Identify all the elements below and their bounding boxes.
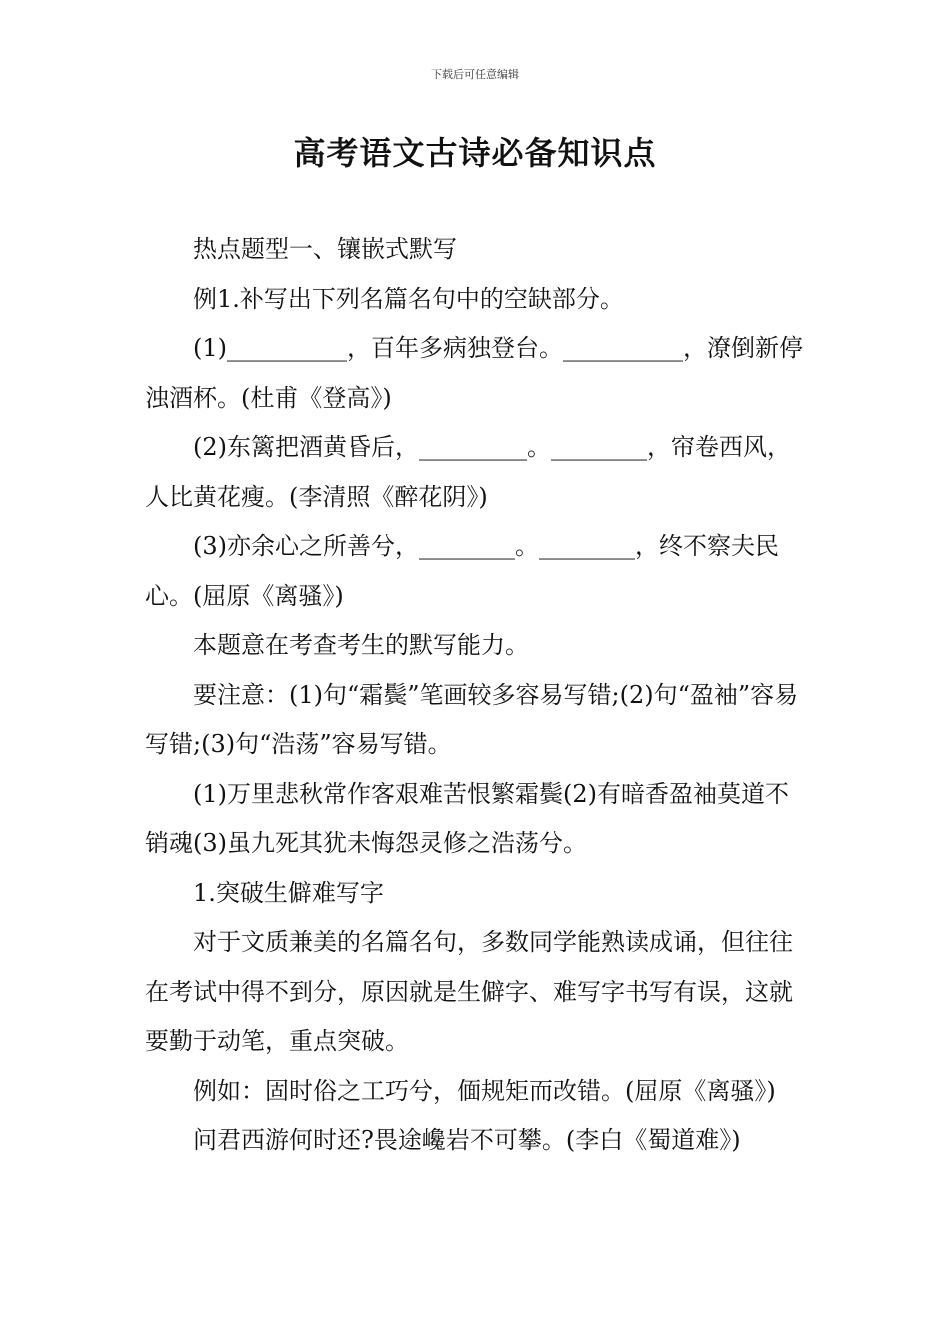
document-body	[145, 225, 807, 1166]
page-title: 高考语文古诗必备知识点	[293, 134, 657, 172]
example-line-1: 例如：固时俗之工巧兮，偭规矩而改错。(屈原《离骚》)	[193, 1076, 776, 1105]
example-intro: 例1.补写出下列名篇名句中的空缺部分。	[193, 284, 624, 313]
notice-text: 要注意：(1)句“霜鬓”笔画较多容易写错;(2)句“盈袖”容易写错;(3)句“浩荡”容易写错。	[145, 680, 799, 758]
example-line-2: 问君西游何时还?畏途巉岩不可攀。(李白《蜀道难》)	[193, 1126, 741, 1154]
paragraph: 对于文质兼美的名篇名句，多数同学能熟读成诵，但往往在考试中得不到分，原因就是生僻字、难写字书写有误，这就要勤于动笔，重点突破。	[145, 928, 793, 1055]
section-heading: 热点题型一、镶嵌式默写	[193, 235, 457, 263]
question-2: (2)东篱把酒黄昏后，_________。________，帘卷西风，人比黄花瘦。(李清照《醉花阴》)	[145, 433, 791, 511]
question-1: (1)__________，百年多病独登台。__________，潦倒新停浊酒杯。(杜甫《登高》)	[145, 334, 803, 412]
question-3: (3)亦余心之所善兮，________。________，终不察夫民心。(屈原《离骚》)	[145, 532, 779, 610]
header-note: 下载后可任意编辑	[431, 68, 519, 81]
answer-text: (1)万里悲秋常作客艰难苦恨繁霜鬓(2)有暗香盈袖莫道不销魂(3)虽九死其犹未悔怨灵修之浩荡兮。	[145, 779, 789, 857]
analysis-text: 本题意在考查考生的默写能力。	[193, 631, 529, 659]
subsection-heading: 1.突破生僻难写字	[193, 878, 384, 907]
